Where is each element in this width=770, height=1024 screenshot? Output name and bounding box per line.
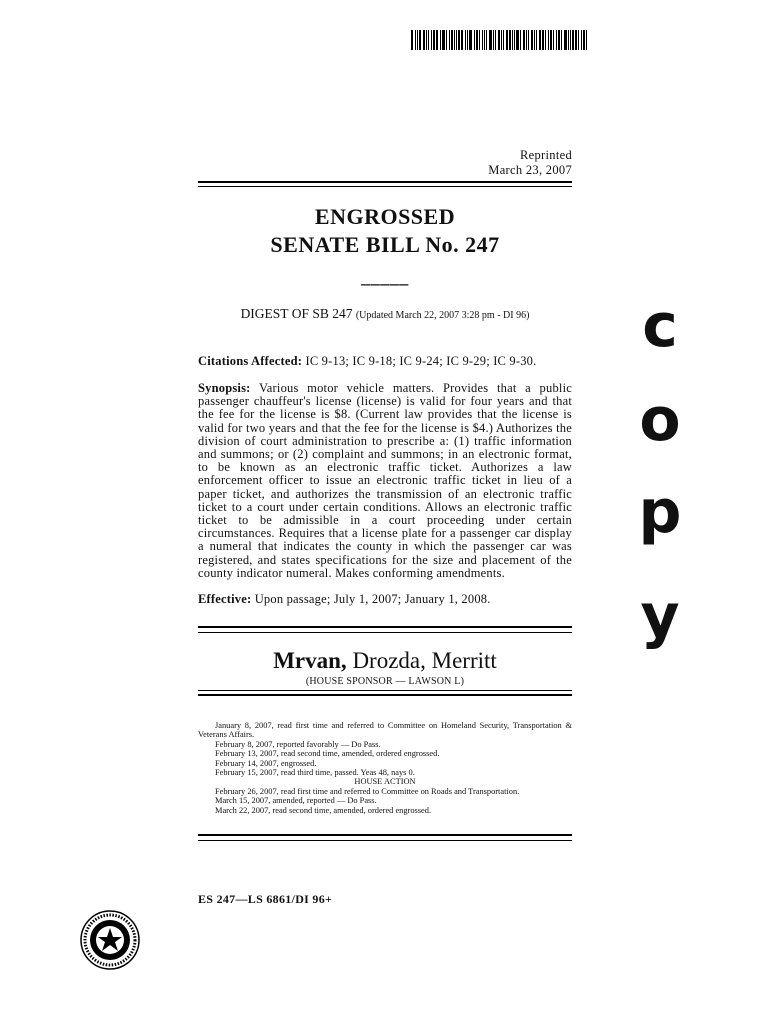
synopsis-text: Various motor vehicle matters. Provides that a public passenger chauffeur's license (license) is valid for four years and that the fee for the license is $8. (Current law provides that the license is valid for two years and that the fee for the license is $4.) Authorizes the division of court administration to prescribe a: (1) traffic information and summons; or (2) complaint and summons; in an electronic format, to be known as an electronic traffic ticket. Authorizes a law enforcement officer to issue an electronic traffic ticket in lieu of a paper ticket, and authorizes the transmission of an electronic traffic ticket to a court under certain conditions. Allows an electronic traffic ticket to be admissible in a court proceeding under certain circumstances. Requires that a license plate for a passenger car display a numeral that indicates the county in which the passenger car was registered, and states specifications for the size and placement of the county indicator numeral. Makes conforming amendments. — [198, 381, 572, 580]
title-dash: _____ — [361, 267, 409, 287]
history-entry: March 22, 2007, read second time, amended, ordered engrossed. — [215, 805, 432, 815]
citations-label: Citations Affected: — [198, 354, 303, 368]
synopsis-label: Synopsis: — [198, 381, 251, 395]
history-entry: February 26, 2007, read first time and referred to Committee on Roads and Transportation. — [215, 786, 520, 796]
state-seal-icon — [80, 910, 140, 970]
effective-text: Upon passage; July 1, 2007; January 1, 2008. — [254, 592, 491, 606]
divider — [198, 694, 572, 696]
digest-updated: (Updated March 22, 2007 3:28 pm - DI 96) — [355, 310, 530, 321]
digest-heading — [198, 306, 572, 322]
divider — [198, 181, 572, 183]
history-entry: February 13, 2007, read second time, amended, ordered engrossed. — [215, 749, 440, 759]
synopsis — [198, 382, 572, 580]
history-entry: March 15, 2007, amended, reported — Do Pass. — [215, 796, 377, 806]
reprint-notice — [488, 148, 572, 178]
effective-date — [198, 593, 572, 606]
history-entry: February 8, 2007, reported favorably — Do Pass. — [215, 739, 381, 749]
divider — [198, 186, 572, 187]
divider — [198, 834, 572, 836]
house-sponsor: (HOUSE SPONSOR — LAWSON L) — [305, 676, 465, 687]
divider — [198, 626, 572, 628]
reprinted-label: Reprinted — [520, 148, 572, 162]
copy-watermark-letter: p — [638, 477, 682, 547]
divider — [198, 690, 572, 691]
copy-watermark-letter: o — [639, 385, 681, 455]
primary-sponsor: Mrvan, — [273, 648, 347, 673]
copy-watermark-letter: y — [640, 581, 680, 651]
divider — [198, 840, 572, 841]
history-entry: February 14, 2007, engrossed. — [215, 758, 317, 768]
bill-title-line2: SENATE BILL No. 247 — [270, 232, 500, 257]
legislative-history — [198, 721, 572, 815]
history-entry: January 8, 2007, read first time and referred to Committee on Homeland Security, Transportation & Veterans Affairs. — [198, 721, 572, 740]
history-entry: February 15, 2007, read third time, passed. Yeas 48, nays 0. — [215, 768, 415, 778]
bill-title-line1: ENGROSSED — [314, 204, 456, 229]
copy-watermark-letter: c — [642, 291, 678, 361]
reprint-date: March 23, 2007 — [488, 163, 572, 177]
citations-affected — [198, 355, 572, 368]
bill-sponsors — [198, 648, 572, 674]
co-sponsors: Drozda, Merritt — [352, 648, 497, 673]
digest-label: DIGEST OF SB 247 — [240, 306, 353, 321]
divider — [198, 632, 572, 633]
effective-label: Effective: — [198, 592, 252, 606]
barcode — [411, 30, 589, 50]
citations-text: IC 9-13; IC 9-18; IC 9-24; IC 9-29; IC 9-30. — [305, 354, 537, 368]
bill-code: ES 247—LS 6861/DI 96+ — [198, 892, 333, 906]
house-action-heading: HOUSE ACTION — [354, 777, 416, 787]
